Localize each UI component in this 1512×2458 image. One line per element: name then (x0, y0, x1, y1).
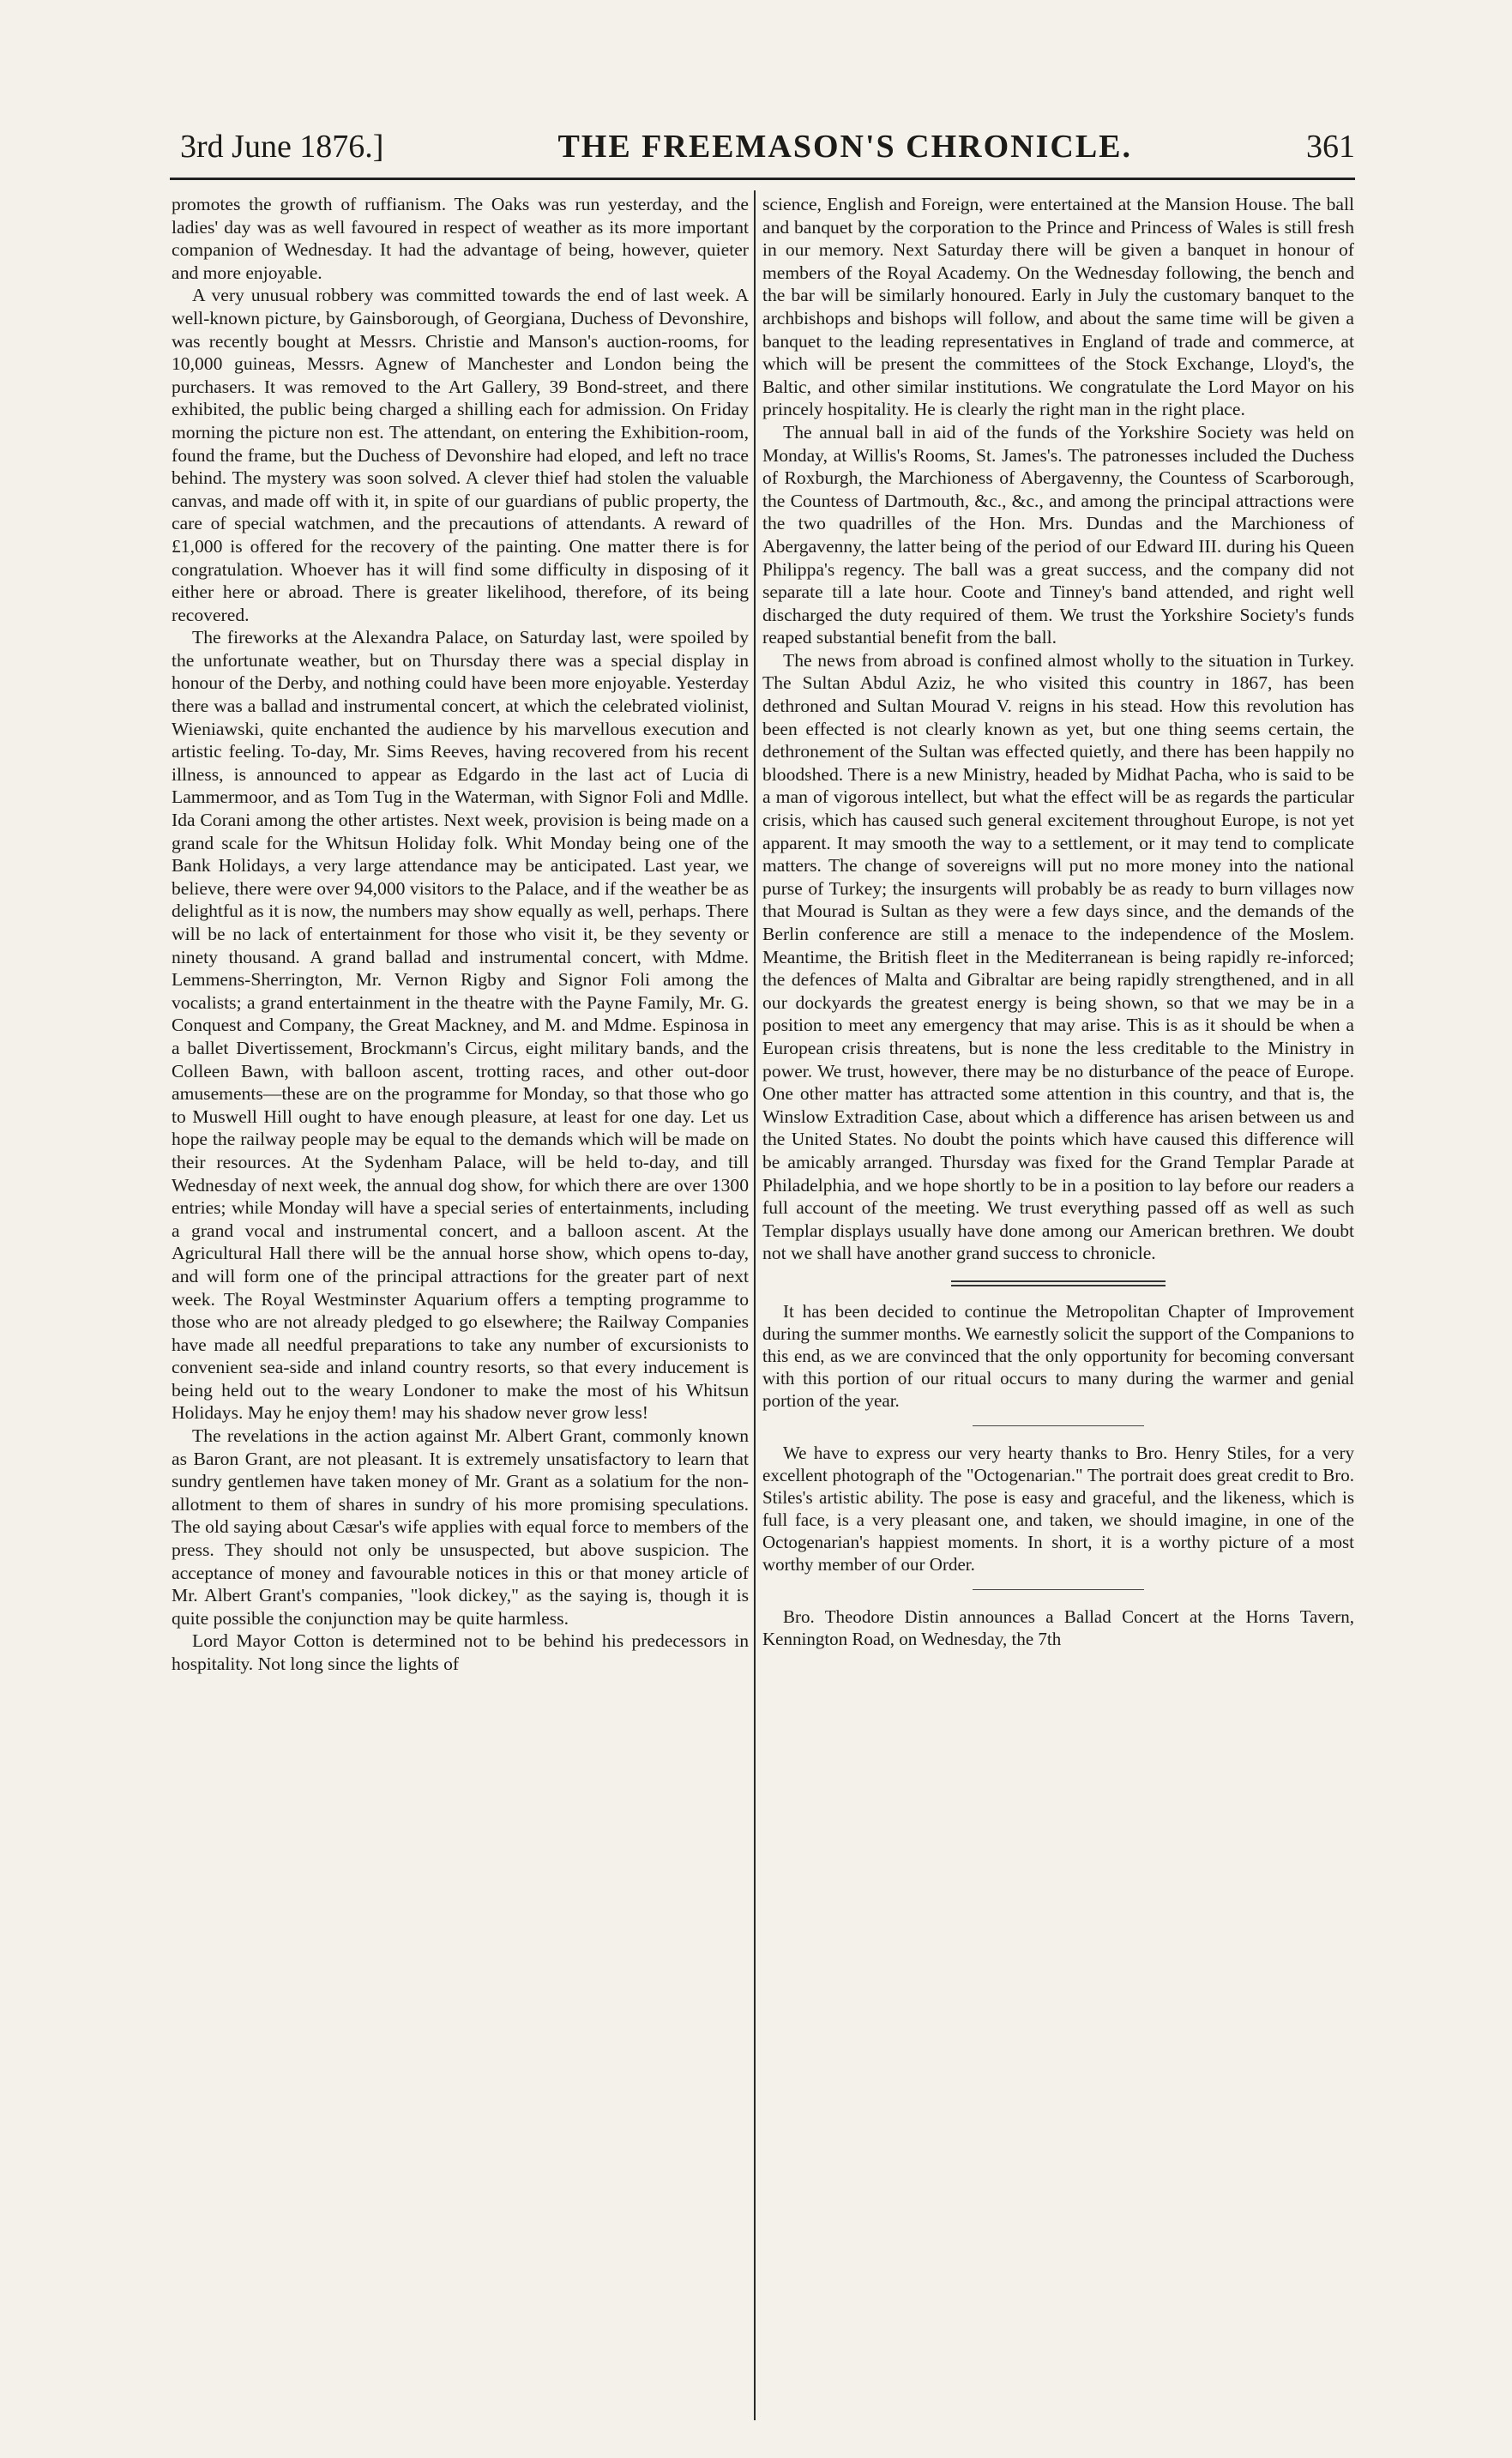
issue-date: 3rd June 1876.] (180, 129, 384, 165)
notice-divider (973, 1589, 1144, 1590)
article-paragraph: The annual ball in aid of the funds of the Yorkshire Society was held on Monday, at Willis's Rooms, St. James's. The patronesses included the Duchess of Roxburgh, the Marchioness of Abergavenny, the Countess of Scarborough, the Countess of Dartmouth, &c., &c., and among the principal attractions were the two quadrilles of the Hon. Mrs. Dundas and the Marchioness of Abergavenny, the latter being of the period of our Edward III. during his Queen Philippa's regency. The ball was a great success, and the company did not separate till a late hour. Coote and Tinney's band attended, and right well discharged the duty required of them. We trust the Yorkshire Society's funds reaped substantial benefit from the ball. (762, 421, 1354, 648)
masthead-title: THE FREEMASON'S CHRONICLE. (557, 129, 1133, 165)
left-column (172, 193, 749, 2423)
article-paragraph: The news from abroad is confined almost wholly to the situation in Turkey. The Sultan Abdul Aziz, he who visited this country in 1867, has been dethroned and Sultan Mourad V. reigns in his stead. How this revolution has been effected is not clearly known as yet, but one thing seems certain, the dethronement of the Sultan was effected quietly, and there has been happily no bloodshed. There is a new Ministry, headed by Midhat Pacha, who is said to be a man of vigorous intellect, but what the effect will be as regards the particular crisis, which has caused such general excitement throughout Europe, is not yet apparent. It may smooth the way to a settlement, or it may tend to complicate matters. The change of sovereigns will put no more money into the national purse of Turkey; the insurgents will probably be as ready to burn villages now that Mourad is Sultan as they were a few days since, and the demands of the Berlin conference are still a menace to the independence of the Moslem. Meantime, the British fleet in the Mediterranean is being rapidly re-inforced; the defences of Malta and Gibraltar are being rapidly strengthened, and in all our dockyards the greatest energy is being shown, so that we may be in a position to meet any emergency that may arise. This is as it should be when a European crisis threatens, but is none the less creditable to the Ministry in power. We trust, however, there may be no disturbance of the peace of Europe. One other matter has attracted some attention in this country, and that is, the Winslow Extradition Case, about which a difference has arisen between us and the United States. No doubt the points which have caused this difference will be amicably arranged. Thursday was fixed for the Grand Templar Parade at Philadelphia, and we hope shortly to be in a position to lay before our readers a full account of the meeting. We trust everything passed off as well as such Templar displays usually have done among our American brethren. We doubt not we shall have another grand success to chronicle. (762, 649, 1354, 1264)
right-column (762, 193, 1354, 2423)
notice-paragraph: Bro. Theodore Distin announces a Ballad Concert at the Horns Tavern, Kennington Road, on Wednesday, the 7th (762, 1606, 1354, 1649)
header-rule (170, 178, 1355, 180)
page-header (180, 124, 1355, 169)
article-paragraph: Lord Mayor Cotton is determined not to be behind his predecessors in hospitality. Not long since the lights of (172, 1630, 749, 1674)
page-number: 361 (1306, 129, 1355, 165)
article-paragraph: science, English and Foreign, were entertained at the Mansion House. The ball and banquet by the corporation to the Prince and Princess of Wales is still fresh in our memory. Next Saturday there will be given a banquet in honour of members of the Royal Academy. On the Wednesday following, the bench and the bar will be similarly honoured. Early in July the customary banquet to the archbishops and bishops will follow, and about the same time will be given a banquet to the leading representatives in England of trade and commerce, at which will be present the committees of the Stock Exchange, Lloyd's, the Baltic, and other similar institutions. We congratulate the Lord Mayor on his princely hospitality. He is clearly the right man in the right place. (762, 194, 1354, 420)
notice-paragraph: We have to express our very hearty thanks to Bro. Henry Stiles, for a very excellent photograph of the "Octogenarian." The portrait does great credit to Bro. Stiles's artistic ability. The pose is easy and graceful, and the likeness, which is full face, is a very pleasant one, and taken, we should imagine, in one of the Octogenarian's happiest moments. In short, it is a worthy picture of a most worthy member of our Order. (762, 1442, 1354, 1575)
article-paragraph: promotes the growth of ruffianism. The Oaks was run yesterday, and the ladies' day was as well favoured in respect of weather as its more important companion of Wednesday. It had the advantage of being, however, quieter and more enjoyable. (172, 194, 749, 283)
notice-divider (973, 1425, 1144, 1426)
column-divider (754, 190, 756, 2420)
section-divider (951, 1280, 1166, 1286)
article-paragraph: The fireworks at the Alexandra Palace, on Saturday last, were spoiled by the unfortunate weather, but on Thursday there was a special display in honour of the Derby, and nothing could have been more enjoyable. Yesterday there was a ballad and instrumental concert, at which the celebrated violinist, Wieniawski, quite enchanted the audience by his marvellous execution and artistic feeling. To-day, Mr. Sims Reeves, having recovered from his recent illness, is announced to appear as Edgardo in the last act of Lucia di Lammermoor, and as Tom Tug in the Waterman, with Signor Foli and Mdlle. Ida Corani among the other artistes. Next week, provision is being made on a grand scale for the Whitsun Holiday folk. Whit Monday being one of the Bank Holidays, a very large attendance may be anticipated. Last year, we believe, there were over 94,000 visitors to the Palace, and if the weather be as delightful as it is now, the numbers may show equally as well, perhaps. There will be no lack of entertainment for those who visit it, be they seventy or ninety thousand. A grand ballad and instrumental concert, with Mdme. Lemmens-Sherrington, Mr. Vernon Rigby and Signor Foli among the vocalists; a grand entertainment in the theatre with the Payne Family, Mr. G. Conquest and Company, the Great Mackney, and M. and Mdme. Espinosa in a ballet Divertissement, Brockmann's Circus, eight military bands, and the Colleen Bawn, with balloon ascent, trotting races, and other out-door amusements—these are on the programme for Monday, so that those who go to Muswell Hill ought to have enough pleasure, at least for one day. Let us hope the railway people may be equal to the demands which will be made on their resources. At the Sydenham Palace, will be held to-day, and till Wednesday of next week, the annual dog show, for which there are over 1300 entries; while Monday will have a special series of entertainments, including a grand vocal and instrumental concert, and a balloon ascent. At the Agricultural Hall there will be the annual horse show, which opens to-day, and will form one of the principal attractions for the greater part of next week. The Royal Westminster Aquarium offers a tempting programme to those who are not already pledged to go elsewhere; the Railway Companies have made all needful preparations to take any number of excursionists to convenient sea-side and inland country resorts, so that every inducement is being held out to the weary Londoner to make the most of his Whitsun Holidays. May he enjoy them! may his shadow never grow less! (172, 627, 749, 1424)
article-paragraph: The revelations in the action against Mr. Albert Grant, commonly known as Baron Grant, are not pleasant. It is extremely unsatisfactory to learn that sundry gentlemen have taken money of Mr. Grant as a solatium for the non-allotment to them of shares in sundry of his more promising speculations. The old saying about Cæsar's wife applies with equal force to members of the press. They should not only be unsuspected, but above suspicion. The acceptance of money and favourable notices in this or that money article of Mr. Albert Grant's companies, "look dickey," as the saying is, though it is quite possible the conjunction may be quite harmless. (172, 1425, 749, 1629)
notice-paragraph: It has been decided to continue the Metropolitan Chapter of Improvement during the summer months. We earnestly solicit the support of the Companions to this end, as we are convinced that the only opportunity for becoming conversant with this portion of our ritual occurs to many during the warmer and genial portion of the year. (762, 1300, 1354, 1411)
article-paragraph: A very unusual robbery was committed towards the end of last week. A well-known picture, by Gainsborough, of Georgiana, Duchess of Devonshire, was recently bought at Messrs. Christie and Manson's auction-rooms, for 10,000 guineas, Messrs. Agnew of Manchester and London being the purchasers. It was removed to the Art Gallery, 39 Bond-street, and there exhibited, the public being charged a shilling each for admission. On Friday morning the picture non est. The attendant, on entering the Exhibition-room, found the frame, but the Duchess of Devonshire had eloped, and left no trace behind. The mystery was soon solved. A clever thief had stolen the valuable canvas, and made off with it, in spite of our guardians of public property, the care of special watchmen, and the precautions of attendants. A reward of £1,000 is offered for the recovery of the painting. One matter there is for congratulation. Whoever has it will find some difficulty in disposing of it either here or abroad. There is greater likelihood, therefore, of its being recovered. (172, 285, 749, 625)
